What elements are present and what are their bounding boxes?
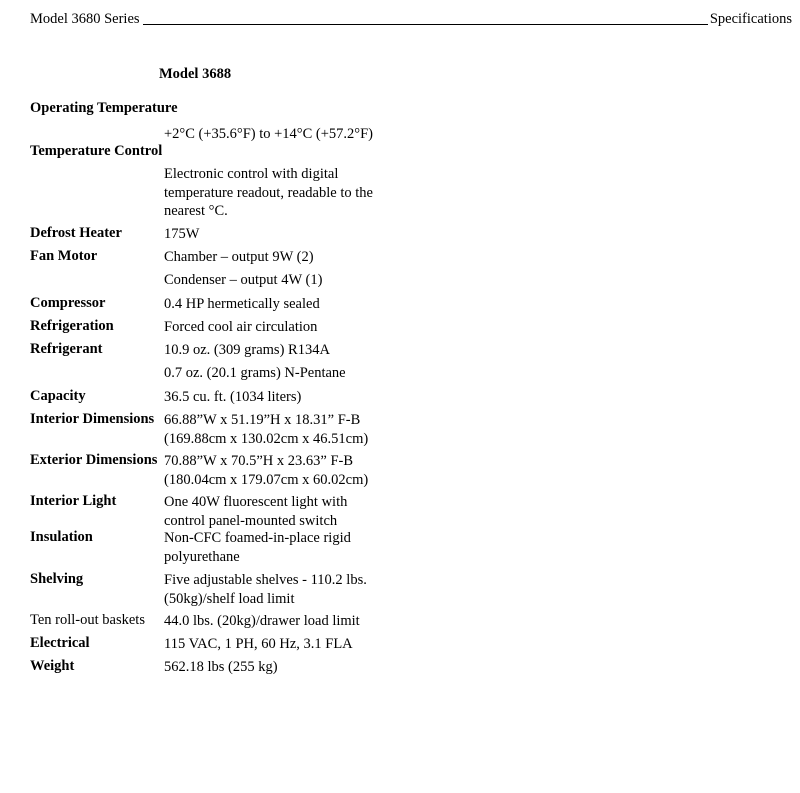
spec-label: Fan Motor (30, 248, 98, 264)
spec-label: Insulation (30, 529, 93, 545)
spec-value-line: polyurethane (164, 548, 240, 565)
spec-value (164, 165, 404, 221)
spec-value-line: Condenser – output 4W (1) (164, 272, 323, 288)
spec-value (164, 658, 404, 677)
spec-value-line: nearest °C. (164, 203, 228, 219)
spec-label: Refrigeration (30, 318, 114, 334)
spec-value-line: 562.18 lbs (255 kg) (164, 659, 278, 675)
spec-label: Electrical (30, 635, 90, 651)
spec-value (164, 364, 404, 383)
spec-value (164, 248, 404, 267)
spec-value-line: 66.88”W x 51.19”H x 18.31” F-B (164, 412, 361, 428)
spec-value (164, 452, 404, 489)
spec-value (164, 411, 404, 448)
page-header (30, 11, 792, 28)
spec-value-line: Chamber – output 9W (2) (164, 249, 314, 265)
spec-value (164, 341, 404, 360)
spec-value (164, 318, 404, 337)
spec-value (164, 295, 404, 314)
spec-value-line: 70.88”W x 70.5”H x 23.63” F-B (164, 453, 354, 469)
spec-label: Shelving (30, 571, 84, 587)
spec-value-line: Forced cool air circulation (164, 319, 318, 335)
spec-value-line: 0.7 oz. (20.1 grams) N-Pentane (164, 365, 346, 381)
spec-value (164, 529, 404, 566)
spec-value (164, 493, 404, 530)
spec-value (164, 635, 404, 654)
model-title: Model 3688 (159, 66, 232, 82)
spec-value (164, 271, 404, 290)
spec-label: Ten roll-out baskets (30, 612, 145, 628)
spec-value (164, 225, 404, 244)
spec-value (164, 612, 404, 631)
spec-value-line: 115 VAC, 1 PH, 60 Hz, 3.1 FLA (164, 636, 353, 652)
spec-value-line: 0.4 HP hermetically sealed (164, 296, 320, 312)
spec-value (164, 125, 404, 144)
header-rule (143, 23, 708, 25)
spec-label: Refrigerant (30, 341, 103, 357)
spec-label: Exterior Dimensions (30, 452, 158, 468)
spec-value-line: 175W (164, 226, 200, 242)
spec-value-line: One 40W fluorescent light with (164, 494, 348, 510)
spec-value-line: Non-CFC foamed-in-place rigid (164, 530, 351, 546)
spec-value-line: Electronic control with digital (164, 166, 339, 182)
spec-value-line: Five adjustable shelves - 110.2 lbs. (164, 572, 367, 588)
header-section-title: Specifications (709, 11, 792, 27)
spec-label: Temperature Control (30, 143, 163, 159)
spec-label: Compressor (30, 295, 106, 311)
spec-label: Interior Light (30, 493, 117, 509)
header-series-title: Model 3680 Series (30, 11, 140, 27)
spec-label: Interior Dimensions (30, 411, 155, 427)
spec-value (164, 388, 404, 407)
spec-value (164, 571, 404, 608)
spec-value-line: 44.0 lbs. (20kg)/drawer load limit (164, 613, 360, 629)
spec-label: Capacity (30, 388, 86, 404)
spec-value-line: +2°C (+35.6°F) to +14°C (+57.2°F) (164, 126, 373, 142)
spec-value-line: 10.9 oz. (309 grams) R134A (164, 342, 330, 358)
spec-label: Weight (30, 658, 75, 674)
spec-value-line: 36.5 cu. ft. (1034 liters) (164, 389, 302, 405)
spec-value-line: control panel-mounted switch (164, 512, 338, 529)
spec-value-line: (169.88cm x 130.02cm x 46.51cm) (164, 430, 369, 447)
spec-value-line: (180.04cm x 179.07cm x 60.02cm) (164, 471, 369, 488)
spec-value-line: temperature readout, readable to the (164, 184, 373, 201)
spec-label: Defrost Heater (30, 225, 122, 241)
spec-value-line: (50kg)/shelf load limit (164, 590, 295, 607)
spec-label: Operating Temperature (30, 100, 178, 116)
